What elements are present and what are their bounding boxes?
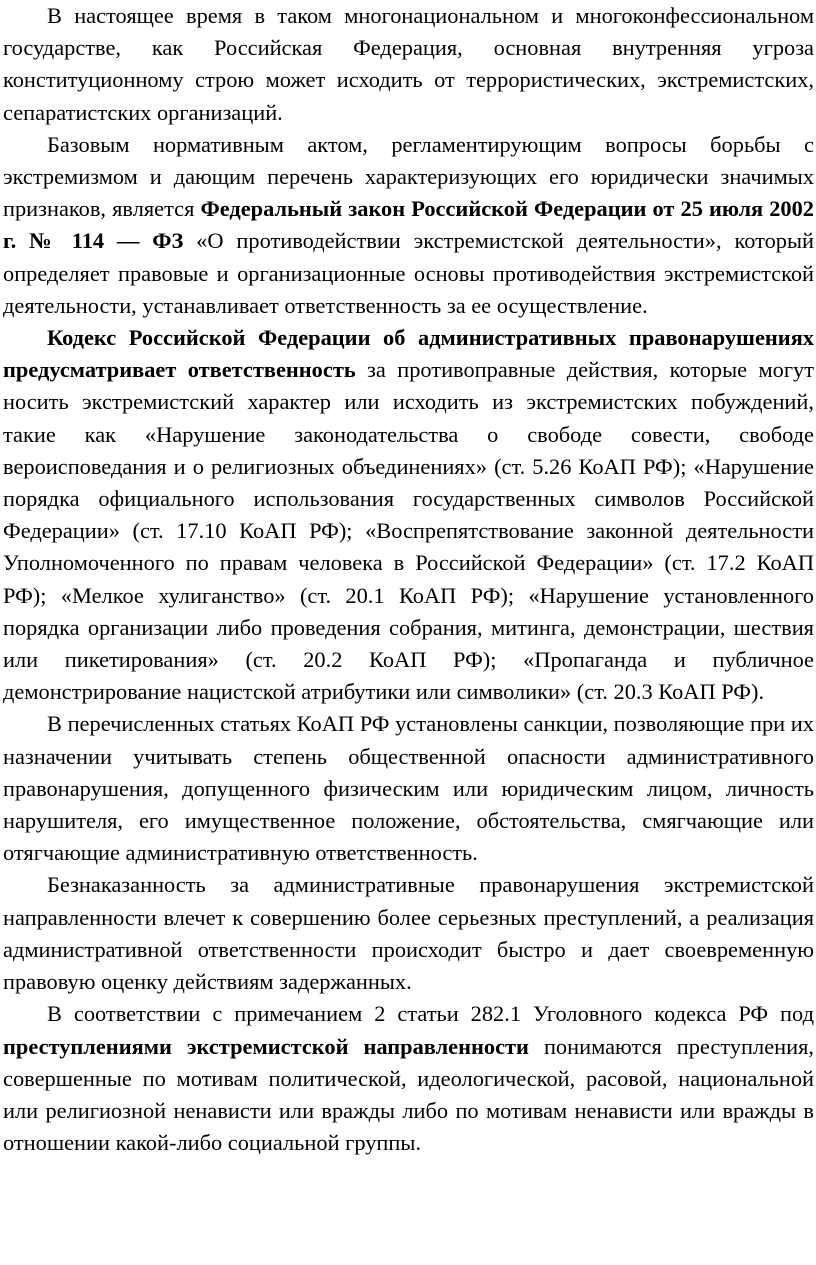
bold-extremist-crimes: преступлениями экстремистской направленности — [3, 1033, 529, 1059]
paragraph-intro — [3, 0, 814, 129]
paragraph-text: В соответствии с примечанием 2 статьи 282.1 Уголовного кодекса РФ под — [47, 1001, 814, 1027]
paragraph-criminal-code — [3, 998, 814, 1159]
paragraph-text: В перечисленных статьях КоАП РФ установлены санкции, позволяющие при их назначении учитывать степень общественной опасности административного правонарушения, допущенного физическим или юридическим лицом, личность нарушителя, его имущественное положение, обстоятельства, смягчающие или отягчающие административную ответственность. — [3, 711, 814, 866]
paragraph-impunity — [3, 869, 814, 998]
bold-law-reference: Федеральный закон Российской Федерации от 25 июля 2002 г. № 114 — ФЗ — [3, 196, 814, 254]
paragraph-text: Базовым нормативным актом, регламентирующим вопросы борьбы с экстремизмом и дающим перечень характеризующих его юридически значимых признаков, является — [3, 131, 814, 222]
paragraph-sanctions — [3, 708, 814, 869]
paragraph-text: понимаются преступления, совершенные по мотивам политической, идеологической, расовой, национальной или религиозной ненависти или вражды либо по мотивам ненависти или вражды в отношении какой-либо социальной группы. — [3, 1033, 814, 1156]
paragraph-text: за противоправные действия, которые могут носить экстремистский характер или исходить из экстремистских побуждений, такие как «Нарушение законодательства о свободе совести, свободе вероисповедания и о религиозных объединениях» (ст. 5.26 КоАП РФ); «Нарушение порядка официального использования государственных символов Российской Федерации» (ст. 17.10 КоАП РФ); «Воспрепятствование законной деятельности Уполномоченного по правам человека в Российской Федерации» (ст. 17.2 КоАП РФ); «Мелкое хулиганство» (ст. 20.1 КоАП РФ); «Нарушение установленного порядка организации либо проведения собрания, митинга, демонстрации, шествия или пикетирования» (ст. 20.2 КоАП РФ); «Пропаганда и публичное демонстрирование нацистской атрибутики или символики» (ст. 20.3 КоАП РФ). — [3, 357, 814, 705]
bold-koap-heading: Кодекс Российской Федерации об административных правонарушениях предусматривает ответственность — [3, 325, 814, 383]
paragraph-text: «О противодействии экстремистской деятельности», который определяет правовые и организационные основы противодействия экстремистской деятельности, устанавливает ответственность за ее осуществление. — [3, 228, 814, 318]
paragraph-koap — [3, 322, 814, 708]
paragraph-federal-law — [3, 129, 814, 322]
paragraph-text: Безнаказанность за административные правонарушения экстремистской направленности влечет к совершению более серьезных преступлений, а реализация административной ответственности происходит быстро и дает своевременную правовую оценку действиям задержанных. — [3, 872, 814, 995]
paragraph-text: В настоящее время в таком многонациональном и многоконфессиональном государстве, как Российская Федерация, основная внутренняя угроза конституционному строю может исходить от террористических, экстремистских, сепаратистских организаций. — [3, 3, 814, 125]
